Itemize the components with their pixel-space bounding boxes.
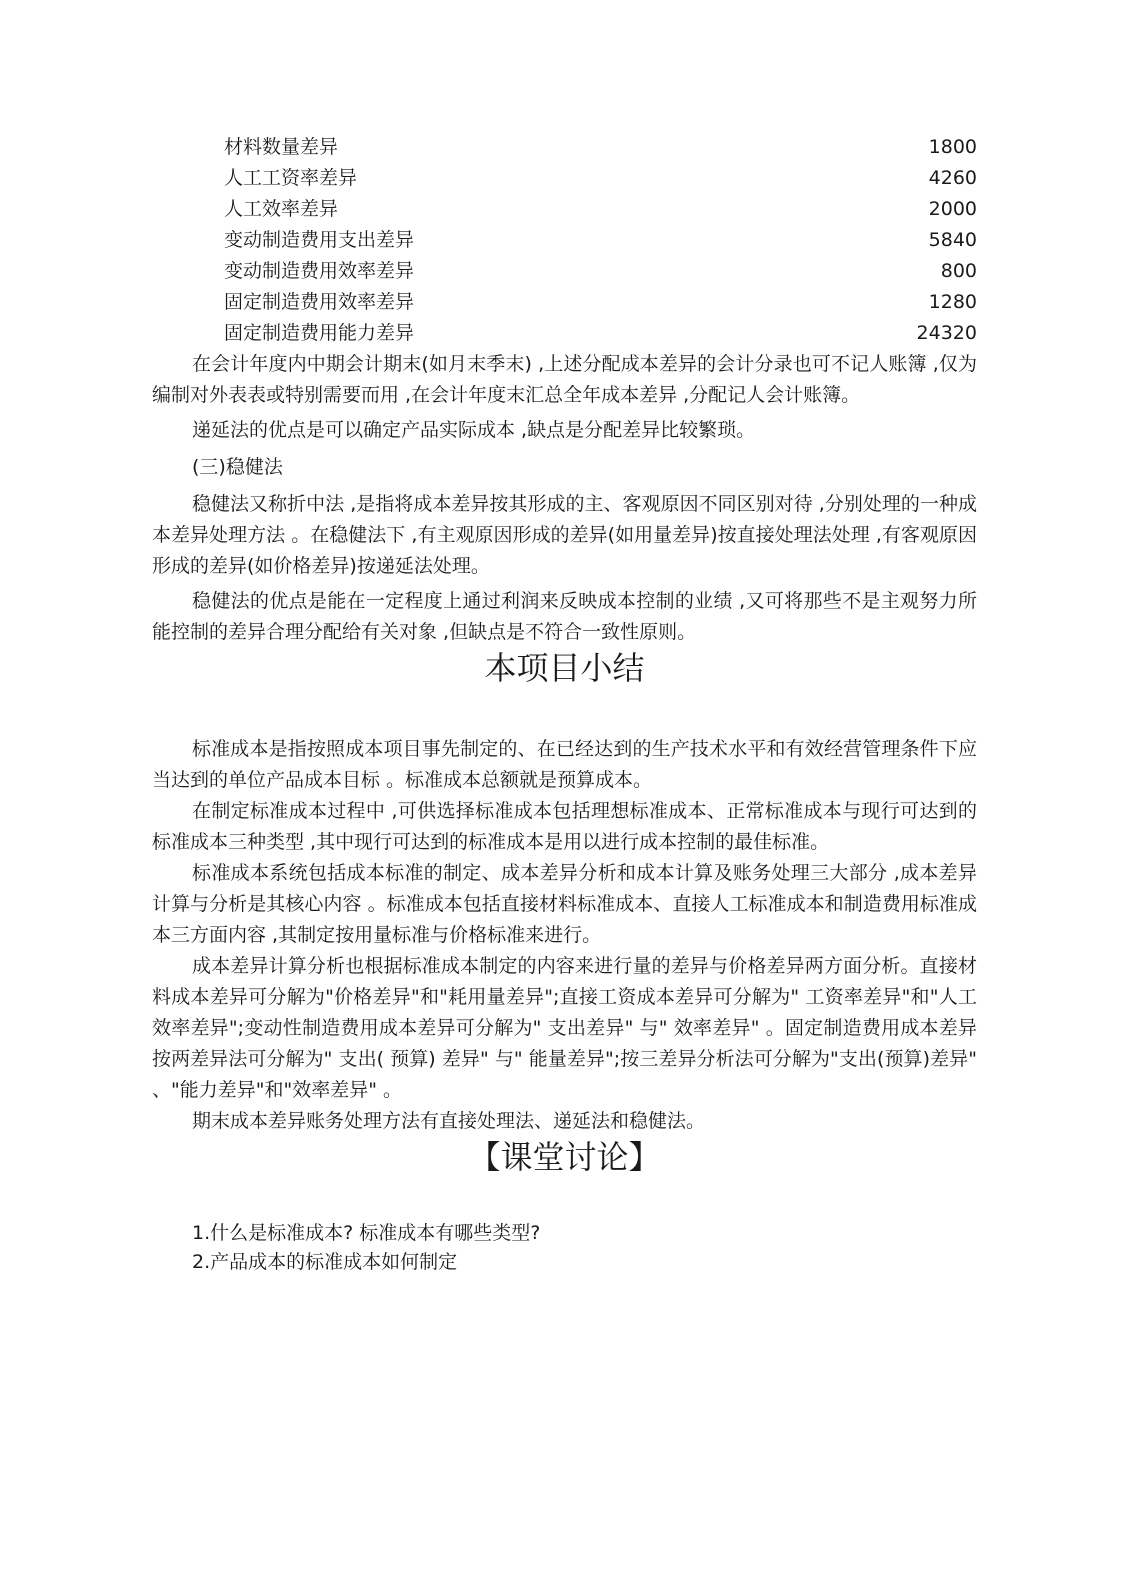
page-content [152, 132, 977, 1277]
summary-paragraph: 期末成本差异账务处理方法有直接处理法、递延法和稳健法。 [192, 1110, 706, 1132]
variance-row [152, 256, 977, 287]
variance-amount: 800 [940, 260, 977, 282]
variance-row [152, 318, 977, 349]
discussion-question: 1.什么是标准成本? 标准成本有哪些类型? [192, 1222, 541, 1244]
discussion-questions [152, 1219, 977, 1277]
variance-label: 固定制造费用效率差异 [224, 291, 415, 313]
variance-label: 材料数量差异 [224, 136, 339, 158]
summary-title: 本项目小结 [484, 649, 645, 687]
summary-paragraph: 标准成本是指按照成本项目事先制定的、在已经达到的生产技术水平和有效经营管理条件下应当达到的单位产品成本目标 。标准成本总额就是预算成本。 [152, 738, 977, 791]
variance-row [152, 194, 977, 225]
variance-amount: 5840 [928, 229, 977, 251]
variance-label: 固定制造费用能力差异 [224, 322, 415, 344]
variance-label: 变动制造费用支出差异 [224, 229, 415, 251]
variance-amount: 2000 [928, 198, 977, 220]
variance-amount: 1800 [928, 136, 977, 158]
discussion-title: 【课堂讨论】 [468, 1138, 661, 1176]
variance-label: 人工效率差异 [224, 198, 339, 220]
variance-row [152, 132, 977, 163]
variance-list [152, 132, 977, 349]
variance-amount: 1280 [928, 291, 977, 313]
variance-amount: 24320 [916, 322, 977, 344]
discussion-question: 2.产品成本的标准成本如何制定 [192, 1251, 458, 1273]
summary-paragraph: 成本差异计算分析也根据标准成本制定的内容来进行量的差异与价格差异两方面分析。直接材料成本差异可分解为"价格差异"和"耗用量差异";直接工资成本差异可分解为" 工资率差异"和"人工效率差异";变动性制造费用成本差异可分解为" 支出差异" 与" 效率差异" 。固定制造费用成本差异按两差异法可分解为" 支出( 预算) 差异" 与" 能量差异";按三差异分析法可分解为"支出(预算)差异" 、"能力差异"和"效率差异" 。 [152, 955, 977, 1101]
deferral-paragraph: 在会计年度内中期会计期末(如月末季末) ,上述分配成本差异的会计分录也可不记人账簿 ,仅为编制对外表表或特别需要而用 ,在会计年度末汇总全年成本差异 ,分配记人会计账簿。 [152, 353, 977, 406]
summary-paragraph: 在制定标准成本过程中 ,可供选择标准成本包括理想标准成本、正常标准成本与现行可达到的标准成本三种类型 ,其中现行可达到的标准成本是用以进行成本控制的最佳标准。 [152, 800, 977, 853]
prudent-method-paragraph: 稳健法又称折中法 ,是指将成本差异按其形成的主、客观原因不同区别对待 ,分别处理的一种成本差异处理方法 。在稳健法下 ,有主观原因形成的差异(如用量差异)按直接处理法处理 ,有客观原因形成的差异(如价格差异)按递延法处理。 [152, 493, 977, 577]
prudent-method-pros-cons: 稳健法的优点是能在一定程度上通过利润来反映成本控制的业绩 ,又可将那些不是主观努力所能控制的差异合理分配给有关对象 ,但缺点是不符合一致性原则。 [152, 590, 977, 643]
summary-body [152, 734, 977, 1137]
variance-row [152, 287, 977, 318]
prudent-method-heading: (三)稳健法 [192, 456, 283, 478]
variance-label: 变动制造费用效率差异 [224, 260, 415, 282]
variance-amount: 4260 [928, 167, 977, 189]
variance-row [152, 163, 977, 194]
summary-paragraph: 标准成本系统包括成本标准的制定、成本差异分析和成本计算及账务处理三大部分 ,成本差异计算与分析是其核心内容 。标准成本包括直接材料标准成本、直接人工标准成本和制造费用标准成本三方面内容 ,其制定按用量标准与价格标准来进行。 [152, 862, 977, 946]
deferral-pros-cons: 递延法的优点是可以确定产品实际成本 ,缺点是分配差异比较繁琐。 [192, 419, 756, 441]
variance-row [152, 225, 977, 256]
variance-label: 人工工资率差异 [224, 167, 358, 189]
